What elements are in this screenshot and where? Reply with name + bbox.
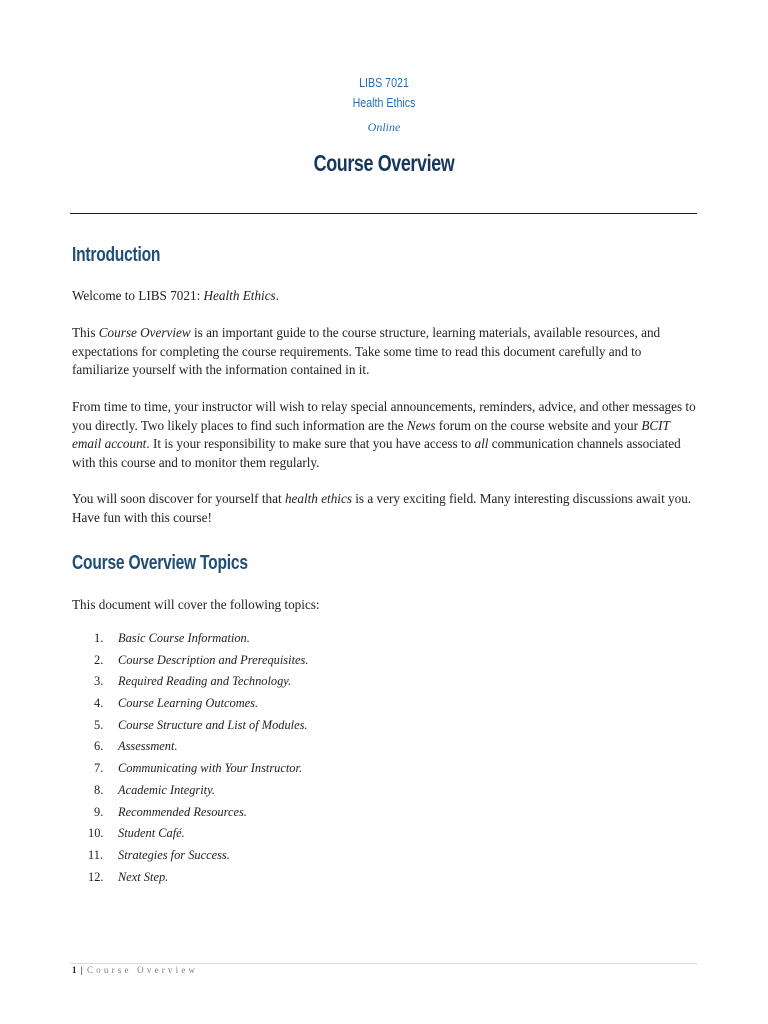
list-item: 7. Communicating with Your Instructor. [94, 761, 303, 776]
overview-paragraph: This Course Overview is an important guide to the course structure, learning materials, available resources, and expectations for completing the course requirements. Take some time to read this document carefully and to familiarize yourself with the information contained in it. [72, 325, 661, 377]
list-item: 1. Basic Course Information. [94, 631, 250, 645]
list-item: 5. Course Structure and List of Modules. [94, 717, 308, 732]
list-item: 3. Required Reading and Technology. [94, 674, 292, 689]
footer-divider [70, 963, 697, 964]
footer-label: Course Overview [86, 965, 199, 975]
page-number: 1 [72, 965, 77, 975]
list-item: 4. Course Learning Outcomes. [94, 696, 259, 711]
course-header [0, 73, 768, 137]
list-item: 10. Student Café. [88, 826, 185, 841]
list-item: 9. Recommended Resources. [94, 804, 247, 819]
course-name: Health Ethics [352, 95, 416, 110]
list-item: 8. Academic Integrity. [94, 782, 216, 797]
footer-separator: | [80, 965, 83, 975]
delivery-mode: Online [367, 120, 401, 134]
page-footer [72, 965, 198, 975]
course-code: LIBS 7021 [359, 75, 409, 90]
topics-heading: Course Overview Topics [72, 552, 248, 574]
topics-intro: This document will cover the following topics: [72, 597, 320, 612]
list-item: 6. Assessment. [94, 739, 178, 754]
topics-list [72, 628, 672, 888]
page-title: Course Overview [313, 150, 455, 176]
list-item: 11. Strategies for Success. [88, 847, 230, 862]
title-divider [70, 213, 697, 214]
communication-paragraph: From time to time, your instructor will wish to relay special announcements, reminders, advice, and other messages to you directly. Two likely places to find such information are the News forum on the course website and your BCIT email account. It is your responsibility to make sure that you have access to all communication channels associated with this course and to monitor them regularly. [72, 399, 696, 470]
list-item: 12. Next Step. [88, 869, 169, 884]
list-item: 2. Course Description and Prerequisites. [94, 652, 309, 667]
closing-paragraph: You will soon discover for yourself that health ethics is a very exciting field. Many interesting discussions await you. Have fun with this course! [72, 491, 692, 525]
introduction-heading: Introduction [72, 244, 161, 266]
welcome-paragraph: Welcome to LIBS 7021: Health Ethics. [72, 288, 279, 303]
